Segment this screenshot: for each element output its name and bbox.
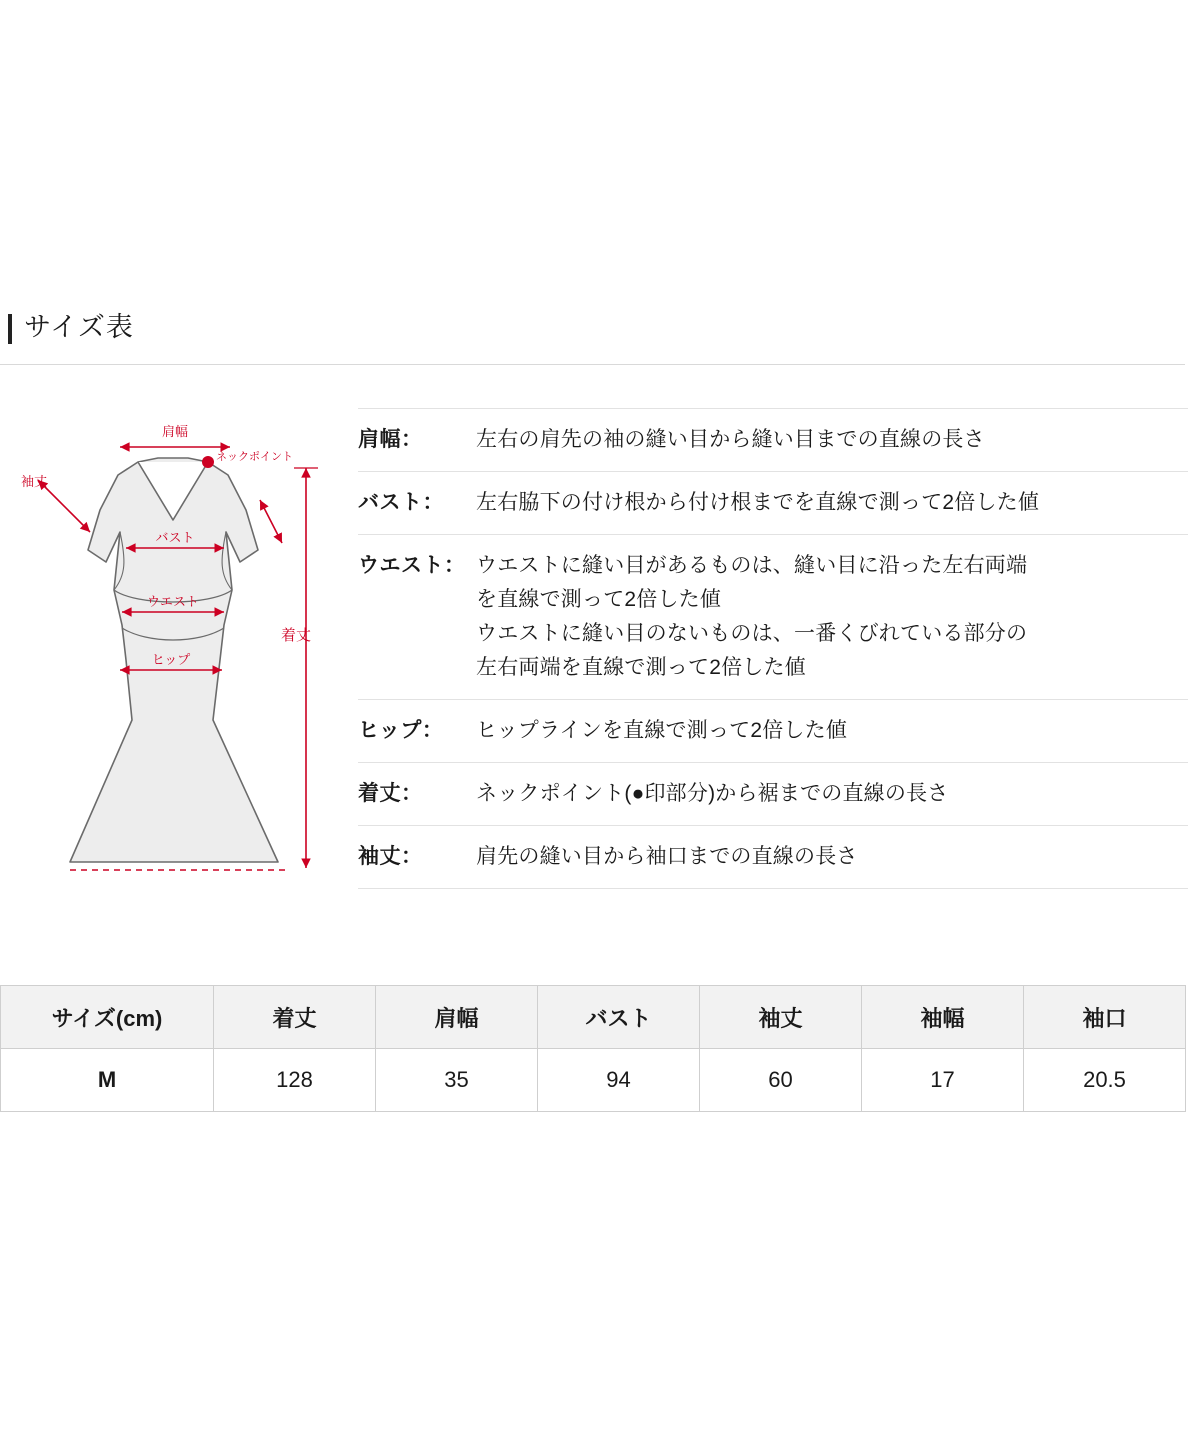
definition-row bbox=[358, 408, 1188, 472]
table-cell: 94 bbox=[538, 1049, 700, 1112]
page-title: サイズ表 bbox=[24, 312, 134, 342]
table-header-row bbox=[1, 986, 1186, 1049]
definition-row bbox=[358, 472, 1188, 535]
heading-accent-bar bbox=[8, 314, 12, 344]
table-header-cell: 袖幅 bbox=[862, 986, 1024, 1049]
table-cell-size: M bbox=[1, 1049, 214, 1112]
definition-line: 肩先の縫い目から袖口までの直線の長さ bbox=[476, 845, 858, 868]
definition-row bbox=[358, 826, 1188, 889]
definition-description bbox=[476, 777, 1188, 811]
table-cell: 60 bbox=[700, 1049, 862, 1112]
heading-divider bbox=[0, 364, 1185, 365]
diagram-label-sleeve-length: 袖丈 bbox=[20, 474, 48, 489]
table-header-cell: サイズ(cm) bbox=[1, 986, 214, 1049]
table-header-cell: バスト bbox=[538, 986, 700, 1049]
garment-diagram bbox=[8, 400, 338, 900]
table-cell: 20.5 bbox=[1024, 1049, 1186, 1112]
table-header-cell: 肩幅 bbox=[376, 986, 538, 1049]
definition-description bbox=[476, 549, 1188, 685]
definition-line: ヒップラインを直線で測って2倍した値 bbox=[476, 719, 848, 742]
definition-line: 左右脇下の付け根から付け根までを直線で測って2倍した値 bbox=[476, 491, 1040, 514]
definition-term: 袖丈： bbox=[358, 845, 423, 868]
definition-term: ヒップ： bbox=[358, 719, 444, 742]
definition-term: ウエスト： bbox=[358, 554, 466, 577]
definition-description bbox=[476, 714, 1188, 748]
measurement-definitions bbox=[358, 408, 1188, 889]
definition-row bbox=[358, 700, 1188, 763]
definition-line: を直線で測って2倍した値 bbox=[476, 588, 722, 611]
definition-line: ウエストに縫い目のないものは、一番くびれている部分の bbox=[476, 622, 1028, 645]
table-cell: 35 bbox=[376, 1049, 538, 1112]
table-row bbox=[1, 1049, 1186, 1112]
definition-term: 肩幅： bbox=[358, 428, 423, 451]
diagram-label-shoulder: 肩幅 bbox=[161, 424, 189, 439]
diagram-label-neck-point: ネックポイント bbox=[216, 451, 293, 463]
definition-description bbox=[476, 840, 1188, 874]
definition-line: 左右両端を直線で測って2倍した値 bbox=[476, 656, 806, 679]
diagram-label-hip: ヒップ bbox=[151, 652, 191, 667]
definition-term: バスト： bbox=[358, 491, 444, 514]
table-cell: 17 bbox=[862, 1049, 1024, 1112]
table-header-cell: 着丈 bbox=[214, 986, 376, 1049]
definition-description bbox=[476, 486, 1188, 520]
diagram-label-bust: バスト bbox=[155, 530, 195, 545]
table-header-cell: 袖口 bbox=[1024, 986, 1186, 1049]
definition-description bbox=[476, 423, 1188, 457]
size-table bbox=[0, 985, 1186, 1112]
definition-row bbox=[358, 535, 1188, 700]
definition-line: ネックポイント(●印部分)から裾までの直線の長さ bbox=[476, 782, 949, 805]
table-cell: 128 bbox=[214, 1049, 376, 1112]
diagram-label-total-length: 着丈 bbox=[280, 627, 312, 644]
definition-line: 左右の肩先の袖の縫い目から縫い目までの直線の長さ bbox=[476, 428, 985, 451]
table-header-cell: 袖丈 bbox=[700, 986, 862, 1049]
diagram-label-waist: ウエスト bbox=[146, 594, 200, 609]
definition-line: ウエストに縫い目があるものは、縫い目に沿った左右両端 bbox=[476, 554, 1028, 577]
definition-term: 着丈： bbox=[358, 782, 423, 805]
section-header bbox=[0, 308, 1200, 368]
definition-row bbox=[358, 763, 1188, 826]
